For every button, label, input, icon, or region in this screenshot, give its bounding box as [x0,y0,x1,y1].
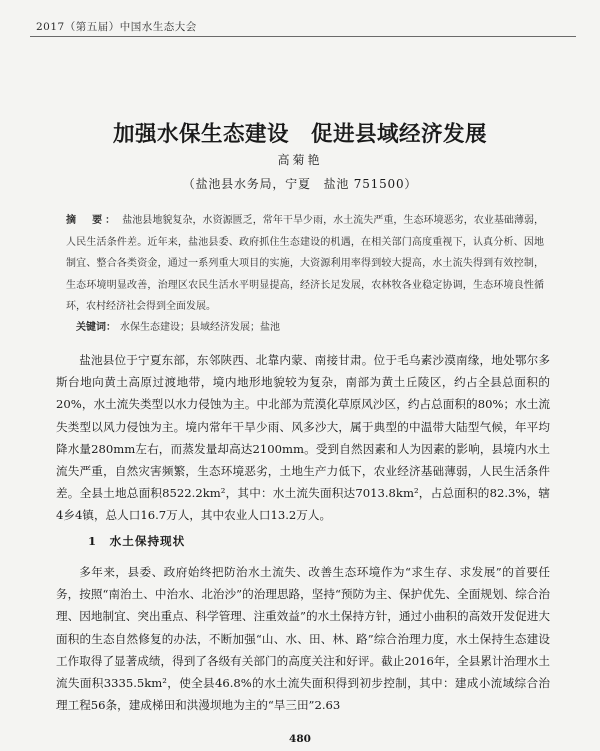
header-rule [30,36,576,37]
running-head: 2017（第五届）中国水生态大会 [36,21,197,33]
author-name: 高菊艳 [277,153,323,167]
abstract-text: 盐池县地貌复杂，水资源匮乏，常年干旱少雨，水土流失严重，生态环境恶劣，农业基础薄弱，人民生活条件差。近年来，盐池县委、政府抓住生态建设的机遇，在相关部门高度重视下，认真分析、因地制宜、整合各类资金，通过一系列重大项目的实施，大资源利用率得到较大提高，水土流失得到有效控制，生态环境明显改善，治理区农民生活水平明显提高，经济长足发展，农林牧各业稳定协调，生态环境良性循环，农村经济社会得到全面发展。 [66,215,545,312]
article-title: 加强水保生态建设 促进县域经济发展 [112,122,487,147]
author-affiliation: （盐池县水务局，宁夏 盐池 751500） [182,177,418,191]
abstract-label: 摘 要： [66,215,119,226]
section-heading-1: 1 水土保持现状 [88,534,186,548]
body-paragraph-2: 多年来，县委、政府始终把防治水土流失、改善生态环境作为“求生存、求发展”的首要任务，按照“南治土、中治水、北治沙”的治理思路，坚持“预防为主、保护优先、全面规划、综合治理、因地制宜、突出重点、科学管理、注重效益”的水土保持方针，通过小曲积的高效开发促进大面积的生态自然修复的办法，不断加强“山、水、田、林、路”综合治理力度，水土保持生态建设工作取得了显著成绩，得到了各级有关部门的高度关注和好评。截止2016年，全县累计治理水土流失面积3335.5km²，使全县46.8%的水土流失面积得到初步控制，其中：建成小流域综合治理工程56条，建成梯田和洪漫坝地为主的“旱三田”2.63 [56,565,550,713]
keywords-text: 水保生态建设；县域经济发展；盐池 [120,322,280,333]
keywords-label: 关键词： [76,322,116,333]
body-paragraph-1: 盐池县位于宁夏东部，东邻陕西、北靠内蒙、南接甘肃。位于毛乌素沙漠南缘，地处鄂尔多斯台地向黄土高原过渡地带，境内地形地貌较为复杂，南部为黄土丘陵区，约占全县总面积的20%，水土流失类型以水力侵蚀为主。中北部为荒漠化草原风沙区，约占总面积的80%；水土流失类型以风力侵蚀为主。境内常年干旱少雨、风多沙大，属于典型的中温带大陆型气候，年平均降水量280mm左右，而蒸发量却高达2100mm。受到自然因素和人为因素的影响，县境内水土流失严重，自然灾害频繁，生态环境恶劣，土地生产力低下，农业经济基础薄弱，人民生活条件差。全县土地总面积8522.2km²，其中：水土流失面积达7013.8km²，占总面积的82.3%，辖4乡4镇，总人口16.7万人，其中农业人口13.2万人。 [56,353,550,523]
page-number: 480 [289,733,311,745]
keywords [76,318,544,333]
abstract [66,210,544,318]
